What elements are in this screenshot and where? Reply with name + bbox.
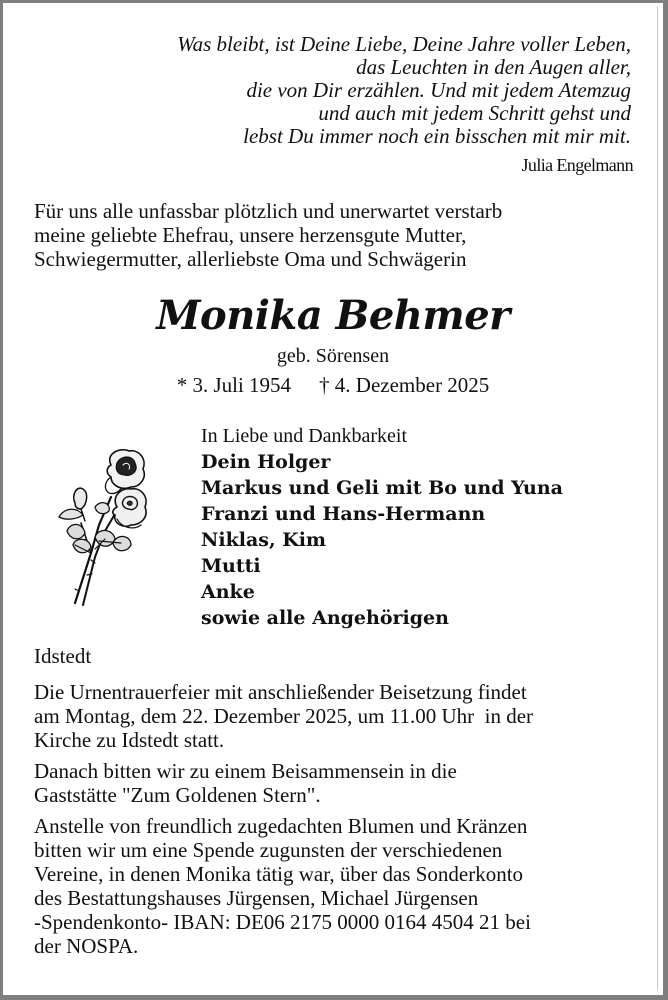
place-name: Idstedt	[34, 644, 92, 668]
family-member: Markus und Geli mit Bo und Yuna	[201, 477, 563, 499]
birth-date: * 3. Juli 1954	[176, 373, 292, 397]
life-dates	[3, 372, 663, 398]
family-member: Franzi und Hans-Hermann	[201, 503, 486, 525]
intro-line: meine geliebte Ehefrau, unsere herzensgute Mutter,	[34, 223, 467, 247]
poem-line: lebst Du immer noch ein bisschen mit mir mit.	[243, 124, 631, 148]
frame-edge	[657, 6, 658, 990]
family-member: Dein Holger	[201, 451, 331, 473]
donation-line: -Spendenkonto- IBAN: DE06 2175 0000 0164 4504 21 bei	[34, 910, 531, 934]
donation-line: der NOSPA.	[34, 934, 139, 958]
poem-line: und auch mit jedem Schritt gehst und	[318, 101, 631, 125]
roses-illustration-icon	[55, 445, 151, 617]
donation-info	[34, 814, 654, 958]
intro-line: Schwiegermutter, allerliebste Oma und Schwägerin	[34, 247, 467, 271]
funeral-line: Die Urnentrauerfeier mit anschließender Beisetzung findet	[34, 680, 527, 704]
maiden-name: geb. Sörensen	[276, 345, 390, 367]
funeral-line: Kirche zu Idstedt statt.	[34, 728, 225, 752]
funeral-info	[34, 680, 654, 752]
death-date: † 4. Dezember 2025	[319, 373, 490, 397]
funeral-line: am Montag, dem 22. Dezember 2025, um 11.00 Uhr in der	[34, 704, 534, 728]
family-member: Mutti	[201, 555, 261, 577]
poem-line: das Leuchten in den Augen aller,	[356, 55, 631, 79]
gathering-line: Gaststätte "Zum Goldenen Stern".	[34, 783, 321, 807]
donation-line: Anstelle von freundlich zugedachten Blumen und Kränzen	[34, 814, 528, 838]
gathering-line: Danach bitten wir zu einem Beisammensein in die	[34, 759, 457, 783]
family-member: Anke	[201, 581, 255, 603]
deceased-name: Monika Behmer	[156, 292, 510, 339]
thanks-line: In Liebe und Dankbarkeit	[201, 425, 408, 447]
intro-line: Für uns alle unfassbar plötzlich und unerwartet verstarb	[34, 199, 503, 223]
poem-line: Was bleibt, ist Deine Liebe, Deine Jahre voller Leben,	[177, 32, 631, 56]
mourners-list	[201, 423, 563, 631]
poem-quote	[31, 33, 631, 148]
intro-paragraph	[34, 199, 654, 271]
donation-line: Vereine, in denen Monika tätig war, über das Sonderkonto	[34, 862, 524, 886]
poem-author: Julia Engelmann	[521, 155, 633, 175]
gathering-info	[34, 759, 654, 807]
donation-line: des Bestattungshauses Jürgensen, Michael Jürgensen	[34, 886, 479, 910]
poem-line: die von Dir erzählen. Und mit jedem Atemzug	[246, 78, 631, 102]
donation-line: bitten wir um eine Spende zugunsten der verschiedenen	[34, 838, 503, 862]
family-member: Niklas, Kim	[201, 529, 327, 551]
family-member: sowie alle Angehörigen	[201, 607, 449, 629]
